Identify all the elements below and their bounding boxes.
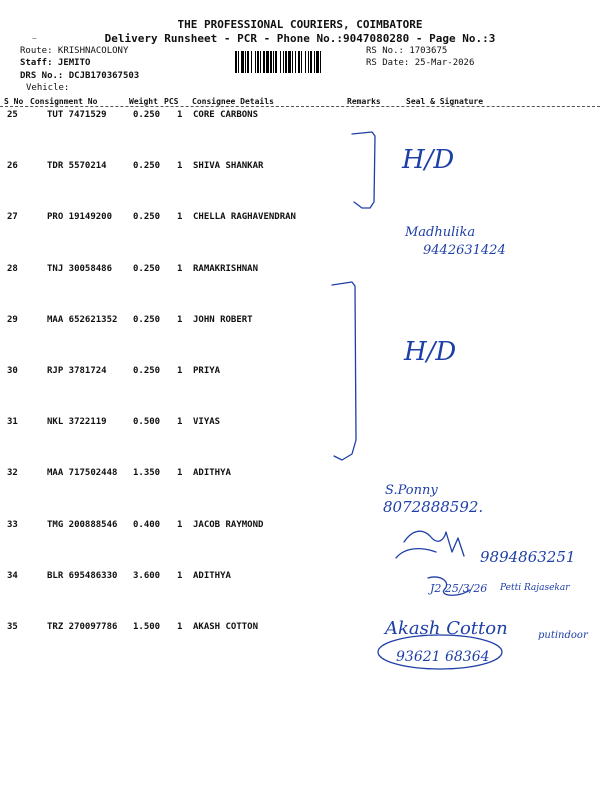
row-consignment-no: MAA 717502448 <box>47 468 118 479</box>
row-consignee: CORE CARBONS <box>193 110 259 120</box>
row-sno: 25 <box>7 110 18 120</box>
row-weight: 0.250 <box>133 110 161 120</box>
rs-no-label: RS No.: 1703675 <box>366 46 448 56</box>
row-consignee: CHELLA RAGHAVENDRAN <box>193 212 296 223</box>
barcode <box>235 51 359 73</box>
row-pcs: 1 <box>177 468 183 479</box>
date-34: J2 25/3/26 <box>430 582 488 595</box>
row-pcs: 1 <box>177 417 183 428</box>
row-weight: 0.250 <box>133 263 161 274</box>
drs-label: DRS No.: DCJB170367503 <box>20 71 140 81</box>
table-row <box>0 212 600 263</box>
madhulika-name: Madhulika <box>405 225 476 240</box>
row-consignee: ADITHYA <box>193 468 231 479</box>
table-row <box>0 468 600 519</box>
row-consignment-no: RJP 3781724 <box>47 366 107 376</box>
row-pcs: 1 <box>177 110 183 120</box>
row-pcs: 1 <box>177 366 183 376</box>
row-consignment-no: BLR 695486330 <box>47 570 118 581</box>
akash-name: Akash Cotton <box>385 618 508 639</box>
row-sno: 33 <box>7 519 18 530</box>
col-weight: Weight <box>129 97 158 106</box>
row-weight: 3.600 <box>133 570 161 581</box>
madhulika-phone: 9442631424 <box>423 243 506 258</box>
row-consignment-no: TRZ 270097786 <box>47 622 118 632</box>
row-pcs: 1 <box>177 622 183 632</box>
row-sno: 26 <box>7 161 18 172</box>
table-row <box>0 110 600 161</box>
phone-32: 8072888592. <box>383 498 484 516</box>
row-sno: 35 <box>7 622 18 632</box>
row-consignee: AKASH COTTON <box>193 622 259 632</box>
s-ponny-sign: S.Ponny <box>385 483 438 498</box>
row-pcs: 1 <box>177 263 183 274</box>
col-sno: S No <box>4 97 24 106</box>
row-consignment-no: NKL 3722119 <box>47 417 107 428</box>
company-title: THE PROFESSIONAL COURIERS, COIMBATORE <box>177 18 423 31</box>
table-row <box>0 315 600 366</box>
header-rule <box>0 106 600 107</box>
row-weight: 0.250 <box>133 366 161 376</box>
phone-33: 9894863251 <box>480 548 576 566</box>
row-weight: 0.250 <box>133 161 161 172</box>
row-consignee: RAMAKRISHNAN <box>193 263 259 274</box>
table-row <box>0 417 600 468</box>
row-consignment-no: MAA 652621352 <box>47 314 118 325</box>
row-consignment-no: TMG 200888546 <box>47 519 118 530</box>
row-consignment-no: TNJ 30058486 <box>47 263 113 274</box>
table-row <box>0 520 600 571</box>
row-sno: 28 <box>7 263 18 274</box>
row-pcs: 1 <box>177 161 183 172</box>
runsheet-subtitle: Delivery Runsheet - PCR - Phone No.:9047080280 - Page No.:3 <box>104 32 496 45</box>
row-consignee: VIYAS <box>193 417 221 428</box>
row-weight: 0.250 <box>133 314 161 325</box>
col-consignee: Consignee Details <box>192 97 274 106</box>
akash-note: putindoor <box>538 630 588 641</box>
table-row <box>0 264 600 315</box>
row-pcs: 1 <box>177 519 183 530</box>
vehicle-label: Vehicle: <box>26 83 70 93</box>
top-mark: ~ <box>32 34 37 43</box>
row-consignment-no: TDR 5570214 <box>47 161 107 172</box>
row-sno: 31 <box>7 417 18 428</box>
table-row <box>0 571 600 622</box>
col-seal-signature: Seal & Signature <box>406 97 484 106</box>
row-sno: 32 <box>7 468 18 479</box>
row-weight: 0.500 <box>133 417 161 428</box>
barcode-graphic <box>235 51 359 73</box>
table-row <box>0 622 600 673</box>
col-consignment: Consignment No <box>30 97 98 106</box>
row-consignment-no: PRO 19149200 <box>47 212 113 223</box>
table-row <box>0 161 600 212</box>
row-pcs: 1 <box>177 314 183 325</box>
row-consignee: JACOB RAYMOND <box>193 519 264 530</box>
row-sno: 29 <box>7 314 18 325</box>
row-consignee: PRIYA <box>193 366 221 376</box>
staff-label: Staff: JEMITO <box>20 58 91 68</box>
row-sno: 27 <box>7 212 18 223</box>
row-pcs: 1 <box>177 212 183 223</box>
row-weight: 1.350 <box>133 468 161 479</box>
akash-phone: 93621 68364 <box>396 649 490 665</box>
hd-mark-2: H/D <box>404 337 457 367</box>
row-weight: 0.250 <box>133 212 161 223</box>
route-label: Route: KRISHNACOLONY <box>20 46 129 56</box>
col-pcs: PCS <box>164 97 179 106</box>
row-weight: 1.500 <box>133 622 161 632</box>
row-consignee: SHIVA SHANKAR <box>193 161 264 172</box>
row-sno: 34 <box>7 570 18 581</box>
row-consignment-no: TUT 7471529 <box>47 110 107 120</box>
note-34: Petti Rajasekar <box>500 583 570 593</box>
table-row <box>0 366 600 417</box>
row-pcs: 1 <box>177 570 183 581</box>
rs-date-label: RS Date: 25-Mar-2026 <box>366 58 475 68</box>
row-consignee: JOHN ROBERT <box>193 314 253 325</box>
hd-mark-1: H/D <box>402 145 455 175</box>
col-remarks: Remarks <box>347 97 381 106</box>
row-sno: 30 <box>7 366 18 376</box>
row-weight: 0.400 <box>133 519 161 530</box>
row-consignee: ADITHYA <box>193 570 231 581</box>
